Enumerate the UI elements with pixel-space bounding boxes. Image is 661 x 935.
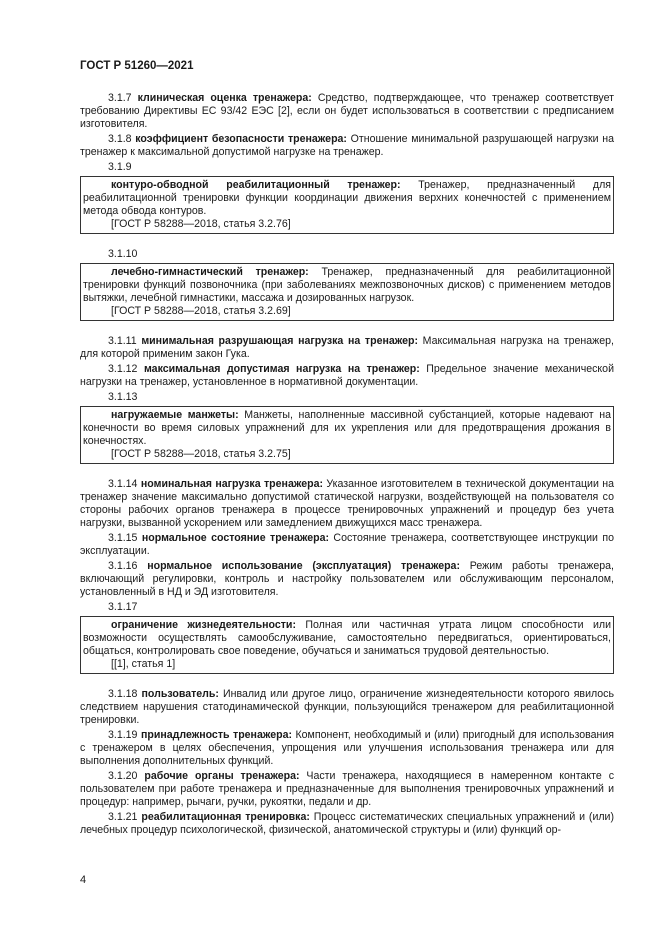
term-3-1-13: нагружаемые манжеты: Манжеты, наполненные массивной субстанцией, которые надевают на конечности во время силовых упражнений для их укрепления или для предотвращения дрожания в конечностях.: [83, 409, 611, 447]
term-3-1-15: 3.1.15 нормальное состояние тренажера: Состояние тренажера, соответствующее инструкции по эксплуатации.: [80, 532, 614, 557]
term-3-1-20: 3.1.20 рабочие органы тренажера: Части тренажера, находящиеся в намеренном контакте с пользователем при работе тренажера и предназначенные для выполнения тренировочных упражнений и процедур: например, рычаги, ручки, рукоятки, педали и др.: [80, 770, 614, 808]
term-box-3-1-13: [80, 406, 614, 464]
term-3-1-18: 3.1.18 пользователь: Инвалид или другое лицо, ограничение жизнедеятельности которого явилось следствием нарушения статодинамической функции, пользующийся тренажером для реабилитационной тренировки.: [80, 688, 614, 726]
term-box-3-1-9: [80, 176, 614, 234]
term-3-1-16: 3.1.16 нормальное использование (эксплуатация) тренажера: Режим работы тренажера, включающий регулировки, контроль и настройку пользователем или обслуживающим персоналом, установленный в НД и ЭД изготовителя.: [80, 560, 614, 598]
term-3-1-17: ограничение жизнедеятельности: Полная или частичная утрата лицом способности или возможности осуществлять самообслуживание, самостоятельно передвигаться, ориентироваться, общаться, контролировать свое поведение, обучаться и заниматься трудовой деятельностью.: [83, 619, 612, 657]
term-3-1-19: 3.1.19 принадлежность тренажера: Компонент, необходимый и (или) пригодный для использования с тренажером в целях обеспечения, упрощения или улучшения использования тренажера или для выполнения дополнительных функций.: [80, 729, 614, 767]
term-3-1-11: 3.1.11 минимальная разрушающая нагрузка на тренажер: Максимальная нагрузка на тренажер, для которой применим закон Гука.: [80, 335, 614, 360]
term-number-3-1-17: 3.1.17: [108, 601, 138, 613]
term-box-3-1-17: [80, 616, 614, 674]
term-3-1-8: 3.1.8 коэффициент безопасности тренажера: Отношение минимальной разрушающей нагрузки на тренажер к максимальной допустимой нагрузке на тренажер.: [80, 133, 614, 158]
term-number-3-1-13: 3.1.13: [108, 391, 138, 403]
term-3-1-9: контуро-обводной реабилитационный тренажер: Тренажер, предназначенный для реабилитационной тренировки функции координации движения верхних конечностей с применением метода обвода контуров.: [83, 179, 612, 217]
term-number-3-1-10: 3.1.10: [108, 248, 138, 260]
term-box-3-1-10: [80, 263, 614, 321]
term-source: [[1], статья 1]: [111, 658, 176, 670]
term-3-1-10: лечебно-гимнастический тренажер: Тренажер, предназначенный для реабилитационной тренировки функций позвоночника (при заболеваниях межпозвоночных дисков) с применением методов вытяжки, лечебной гимнастики, массажа и дозированных нагрузок.: [83, 266, 612, 304]
term-3-1-14: 3.1.14 номинальная нагрузка тренажера: Указанное изготовителем в технической документации на тренажер значение максимально допустимой статической нагрузки, воздействующей на пользователя со стороны рабочих органов тренажера в процессе тренировочных упражнений и процедур без учета нагрузки, вызванной ускорением или замедлением движущихся масс тренажера.: [80, 478, 615, 529]
term-source: [ГОСТ Р 58288—2018, статья 3.2.75]: [111, 448, 291, 460]
document-body: [80, 92, 614, 839]
term-3-1-21: 3.1.21 реабилитационная тренировка: Процесс систематических специальных упражнений и (или) лечебных процедур психологической, физической, анатомической структуры и (или) функций ор-: [80, 811, 614, 836]
document-header: ГОСТ Р 51260—2021: [80, 60, 194, 72]
term-number-3-1-9: 3.1.9: [108, 161, 132, 173]
term-source: [ГОСТ Р 58288—2018, статья 3.2.69]: [111, 305, 291, 317]
term-3-1-12: 3.1.12 максимальная допустимая нагрузка на тренажер: Предельное значение механической нагрузки на тренажер, установленное в нормативной документации.: [80, 363, 614, 388]
term-source: [ГОСТ Р 58288—2018, статья 3.2.76]: [111, 218, 291, 230]
term-3-1-7: 3.1.7 клиническая оценка тренажера: Средство, подтверждающее, что тренажер соответствует требованию Директивы ЕС 93/42 ЕЭС [2], если он будет использоваться в соответствии с предписанием изготовителя.: [80, 92, 614, 130]
page-number: 4: [80, 874, 87, 886]
